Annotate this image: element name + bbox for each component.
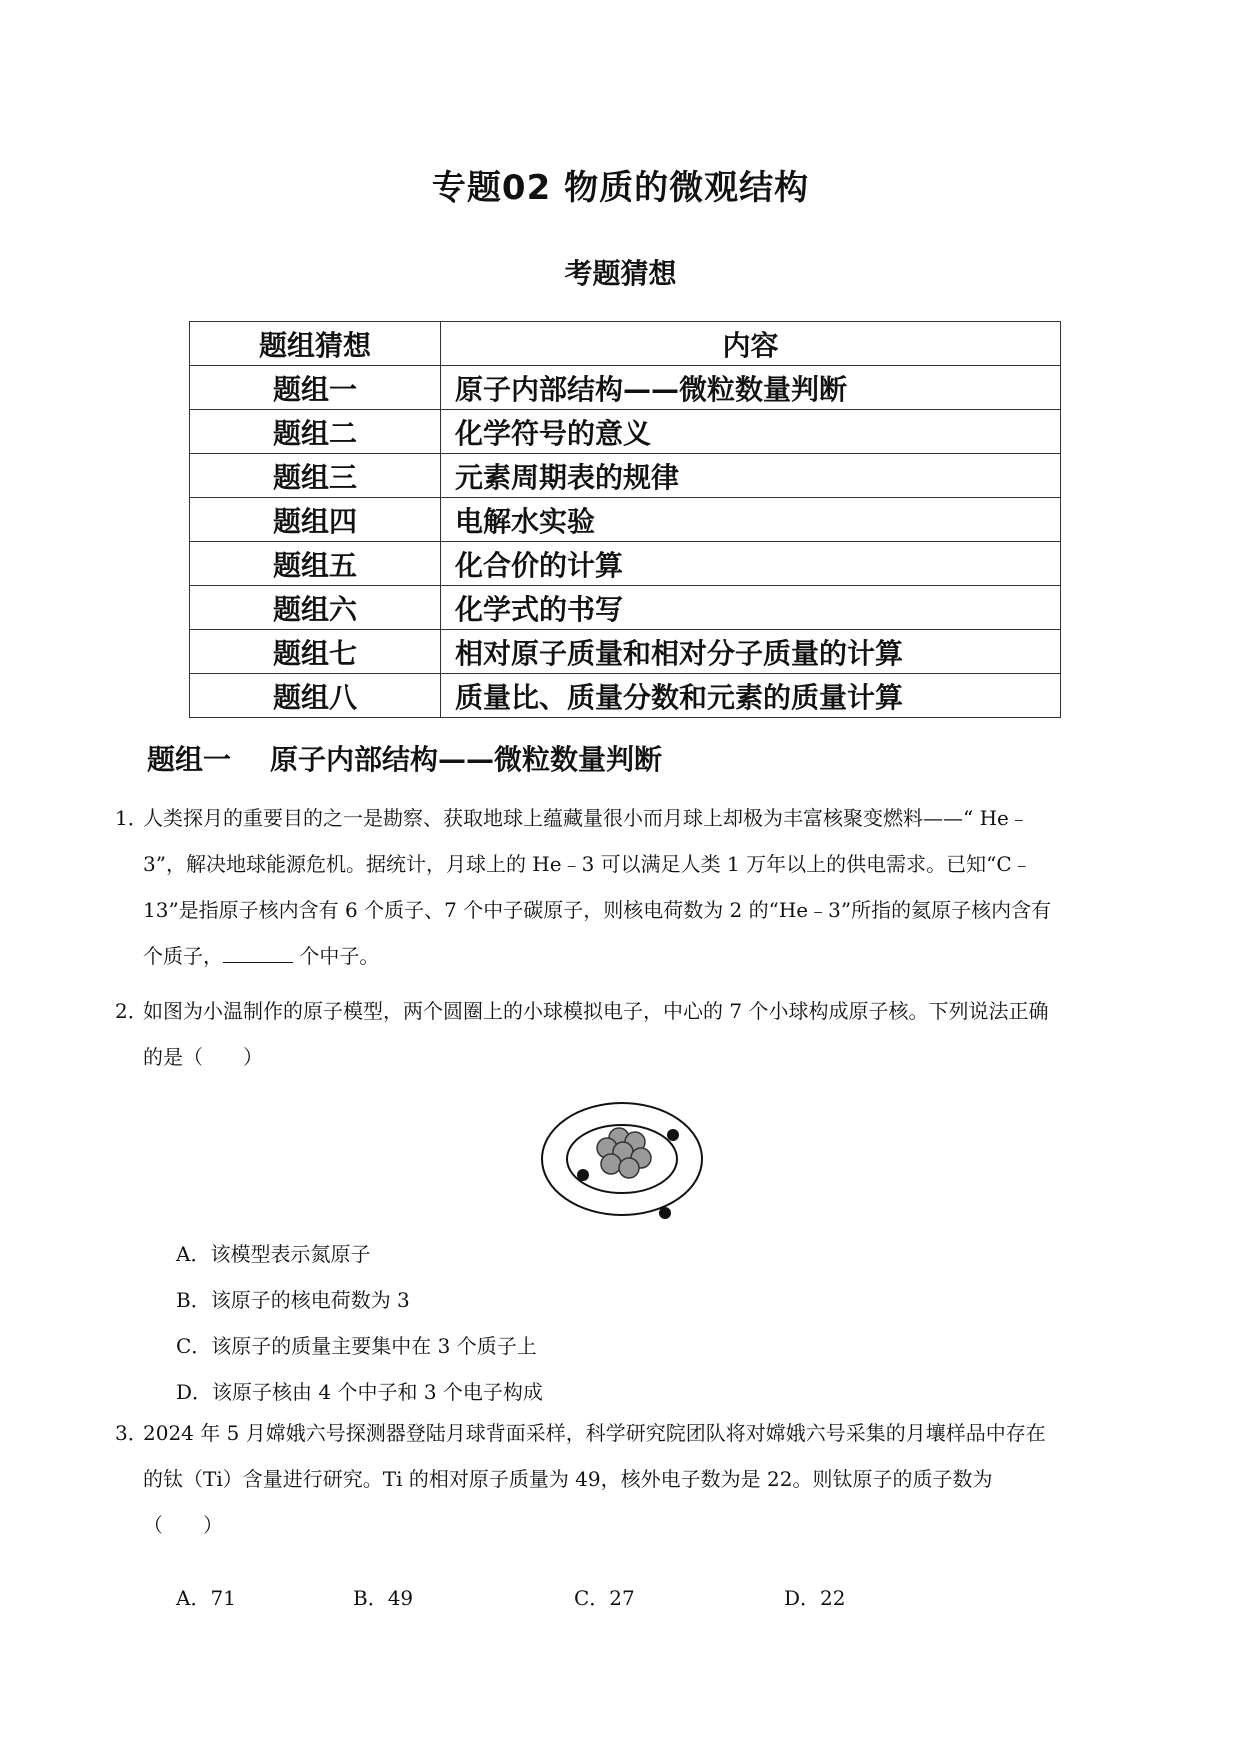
question-text: 的是（ ）: [143, 1045, 263, 1069]
table-header-cell: 题组猜想: [190, 322, 441, 366]
question-1: [115, 795, 1125, 979]
section-heading: 题组一 原子内部结构——微粒数量判断: [147, 743, 662, 776]
question-3: [115, 1410, 1125, 1548]
table-row: [190, 586, 1061, 630]
question-number: 1．: [115, 806, 148, 830]
question-text: 3”，解决地球能源危机。据统计，月球上的 He﹣3 可以满足人类 1 万年以上的供电需求。已知“C﹣: [143, 852, 1032, 876]
question-text: （ ）: [143, 1513, 223, 1537]
question-text: 2024 年 5 月嫦娥六号探测器登陆月球背面采样，科学研究院团队将对嫦娥六号采集的月壤样品中存在: [143, 1421, 1046, 1445]
option-a[interactable]: A．该模型表示氮原子: [176, 1242, 371, 1266]
nucleus: [597, 1128, 651, 1178]
atom-model-diagram: [537, 1092, 707, 1222]
table-cell-content: 相对原子质量和相对分子质量的计算: [441, 630, 1061, 674]
nucleon: [619, 1158, 639, 1178]
table-cell-group: 题组六: [190, 586, 441, 630]
table-cell-content: 电解水实验: [441, 498, 1061, 542]
question-text: 人类探月的重要目的之一是勘察、获取地球上蕴藏量很小而月球上却极为丰富核聚变燃料——“ He﹣: [143, 806, 1029, 830]
table-row: [190, 674, 1061, 718]
table-header-cell: 内容: [441, 322, 1061, 366]
table-cell-content: 元素周期表的规律: [441, 454, 1061, 498]
electron: [577, 1169, 589, 1181]
table-cell-group: 题组五: [190, 542, 441, 586]
table-cell-group: 题组七: [190, 630, 441, 674]
electron: [667, 1129, 679, 1141]
option-b[interactable]: B．该原子的核电荷数为 3: [176, 1288, 410, 1312]
electron: [659, 1207, 671, 1219]
table-row: [190, 366, 1061, 410]
question-text: 13”是指原子核内含有 6 个质子、7 个中子碳原子，则核电荷数为 2 的“He﹣3”所指的氦原子核内含有: [143, 898, 1052, 922]
table-cell-content: 化学符号的意义: [441, 410, 1061, 454]
option-c[interactable]: C．该原子的质量主要集中在 3 个质子上: [176, 1334, 537, 1358]
table-row: [190, 410, 1061, 454]
table-cell-content: 质量比、质量分数和元素的质量计算: [441, 674, 1061, 718]
page-subtitle: 考题猜想: [564, 257, 677, 290]
table-cell-content: 化学式的书写: [441, 586, 1061, 630]
option-c[interactable]: C．27: [574, 1586, 635, 1610]
option-b[interactable]: B．49: [353, 1586, 414, 1610]
question-text: 如图为小温制作的原子模型，两个圆圈上的小球模拟电子，中心的 7 个小球构成原子核。下列说法正确: [143, 999, 1049, 1023]
table-cell-group: 题组四: [190, 498, 441, 542]
table-row: [190, 454, 1061, 498]
option-a[interactable]: A．71: [176, 1586, 236, 1610]
table-cell-content: 原子内部结构——微粒数量判断: [441, 366, 1061, 410]
table-cell-content: 化合价的计算: [441, 542, 1061, 586]
table-row: [190, 498, 1061, 542]
question-text: 个质子，: [143, 944, 223, 968]
topic-guess-table: [189, 321, 1061, 718]
table-cell-group: 题组二: [190, 410, 441, 454]
table-row: [190, 542, 1061, 586]
table-cell-group: 题组一: [190, 366, 441, 410]
page-title: 专题02 物质的微观结构: [431, 168, 810, 208]
table-row: [190, 630, 1061, 674]
question-number: 3．: [115, 1421, 148, 1445]
question-number: 2．: [115, 999, 148, 1023]
option-d[interactable]: D．22: [784, 1586, 846, 1610]
option-d[interactable]: D．该原子核由 4 个中子和 3 个电子构成: [176, 1380, 543, 1404]
question-text: 个中子。: [293, 944, 380, 968]
table-cell-group: 题组八: [190, 674, 441, 718]
question-text: 的钛（Ti）含量进行研究。Ti 的相对原子质量为 49，核外电子数为是 22。则钛原子的质子数为: [143, 1467, 993, 1491]
question-2: [115, 988, 1125, 1080]
nucleon: [601, 1154, 621, 1174]
table-header-row: [190, 322, 1061, 366]
table-cell-group: 题组三: [190, 454, 441, 498]
answer-blank[interactable]: [223, 944, 293, 963]
